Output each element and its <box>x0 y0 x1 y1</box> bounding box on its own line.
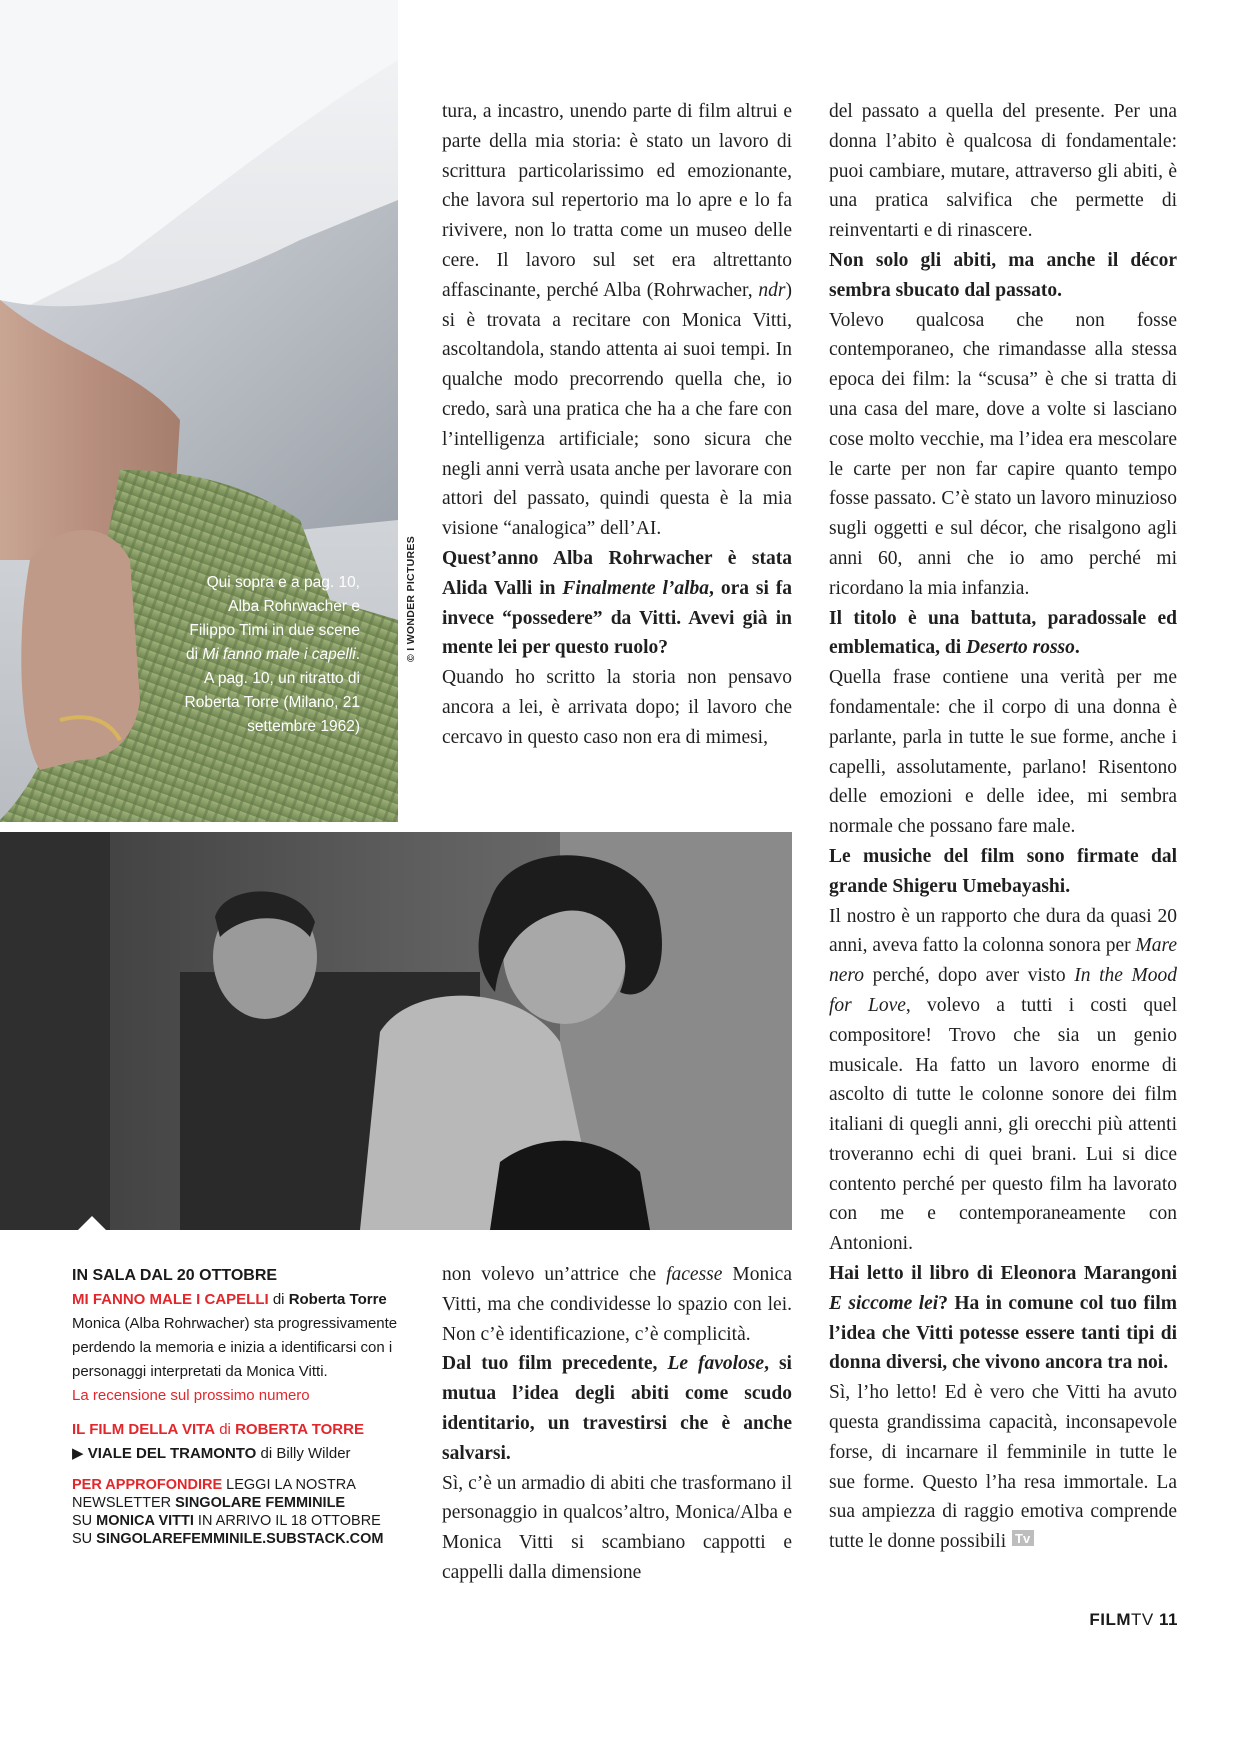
review-note: La recensione sul prossimo numero <box>72 1387 310 1404</box>
interview-question: Quest’anno Alba Rohrwacher è stata Alida Valli in Finalmente l’alba, ora si fa invece “possedere” da Vitti. Avevi già in mente lei per questo ruolo? <box>442 547 792 659</box>
interview-question: Hai letto il libro di Eleonora Marangoni E siccome lei? Ha in comune col tuo film l’idea che Vitti potesse essere tanti tipi di donna diversi, che vivono ancora tra noi. <box>829 1263 1177 1374</box>
interview-question: Non solo gli abiti, ma anche il décor sembra sbucato dal passato. <box>829 249 1177 301</box>
substack-link[interactable]: SINGOLAREFEMMINILE.SUBSTACK.COM <box>96 1531 384 1547</box>
svg-text:Tv: Tv <box>1015 1530 1031 1546</box>
photo-caption: Qui sopra e a pag. 10, Alba Rohrwacher e Filippo Timi in due scene di Mi fanno male i capelli. A pag. 10, un ritratto di Roberta Torre (Milano, 21 settembre 1962) <box>184 574 360 735</box>
film-info-box <box>72 1264 412 1548</box>
article-paragraph: Quando ho scritto la storia non pensavo ancora a lei, è arrivata dopo; il lavoro che cercavo in questo caso non era di mimesi, <box>442 667 792 748</box>
film-synopsis: Monica (Alba Rohrwacher) sta progressivamente perdendo la memoria e inizia a identificarsi con i personaggi interpretati da Monica Vitti. <box>72 1315 398 1380</box>
brand-film: FILM <box>1089 1610 1132 1629</box>
interview-question: Dal tuo film precedente, Le favolose, si mutua l’idea degli abiti come scudo identitario, un travestirsi che è anche salvarsi. <box>442 1353 792 1464</box>
bottom-photo <box>0 832 792 1230</box>
article-column-2 <box>442 97 792 753</box>
article-paragraph: Sì, l’ho letto! Ed è vero che Vitti ha avuto questa grandissima capacità, inconsapevole forse, di incarnare il femminile in tutte le sue forme. Questo l’ha resa immortale. La sua ampiezza di raggio emotiva comprende tutte le donne possibili Tv <box>829 1378 1177 1557</box>
arrow-right-icon: ▶ <box>72 1445 84 1462</box>
article-paragraph: tura, a incastro, unendo parte di film altrui e parte della mia storia: è stato un lavoro di scrittura particolarissimo ed emozionante, che lavora sul repertorio ma lo apre e lo fa rivivere, non lo tratta come un museo delle cere. Il lavoro sul set era altrettanto affascinante, perché Alba (Rohrwacher, ndr) si è trovata a recitare con Monica Vitti, ascoltandola, stando attenta ai suoi tempi. In qualche modo precorrendo quella che, io credo, sarà una pratica che ha a che fare con l’intelligenza artificiale; sono sicura che negli anni verrà usata anche per lavorare con attori del passato, quindi questa è la mia visione “analogica” dell’AI. <box>442 101 792 540</box>
brand-tv: TV <box>1131 1610 1154 1629</box>
article-column-3 <box>829 97 1177 1558</box>
film-title-line: MI FANNO MALE I CAPELLI di Roberta Torre <box>72 1291 387 1308</box>
deepen-block: PER APPROFONDIRE LEGGI LA NOSTRA NEWSLETTER SINGOLARE FEMMINILE SU MONICA VITTI IN ARRIVO IL 18 OTTOBRE SU SINGOLAREFEMMINILE.SUBSTACK.COM <box>72 1477 384 1547</box>
film-title: MI FANNO MALE I CAPELLI <box>72 1291 269 1308</box>
release-date: IN SALA DAL 20 OTTOBRE <box>72 1267 278 1284</box>
article-column-2-bottom <box>442 1260 792 1588</box>
photo-credit: © I WONDER PICTURES <box>405 535 417 662</box>
article-paragraph: non volevo un’attrice che facesse Monica Vitti, ma che condividesse lo spazio con lei. Non c’è identificazione, c’è complicità. <box>442 1264 792 1345</box>
interview-question: Le musiche del film sono firmate dal grande Shigeru Umebayashi. <box>829 845 1177 897</box>
article-paragraph: Quella frase contiene una verità per me fondamentale: che il corpo di una donna è parlante, parla in tutte le sue forme, anche i capelli, assolutamente, parlano! Risentono delle emozioni e delle idee, mi sembra normale che possano fare male. <box>829 667 1177 838</box>
article-paragraph: Il nostro è un rapporto che dura da quasi 20 anni, aveva fatto la colonna sonora per Mare nero perché, dopo aver visto In the Mood for Love, volevo a tutti i costi quel compositore! Trovo che sia un genio musicale. Ha fatto un lavoro enorme di ascolto di tutte le colonne sonore dei film italiani di quegli anni, gli orecchi più attenti troveranno echi di quei brani. Lui si dice contento perché per questo film ha lavorato con me e contemporaneamente con Antonioni. <box>829 905 1178 1255</box>
article-paragraph: Volevo qualcosa che non fosse contemporaneo, che rimandasse alla stessa epoca dei film: la “scusa” è che si tratta di una casa del mare, dove a volte si lasciano cose molto vecchie, ma l’idea era mescolare le carte per non far capire quanto tempo fosse passato. C’è stato un lavoro minuzioso sugli oggetti e sul décor, che risalgono agli anni 60, anni che io amo perché mi ricordano la mia infanzia. <box>829 309 1177 599</box>
page-number: 11 <box>1159 1610 1178 1629</box>
life-film-heading: IL FILM DELLA VITA di ROBERTA TORRE <box>72 1421 364 1438</box>
filmtv-end-mark-icon <box>1012 1528 1034 1558</box>
interview-question: Il titolo è una battuta, paradossale ed emblematica, di Deserto rosso. <box>829 607 1177 659</box>
article-paragraph: Sì, c’è un armadio di abiti che trasformano il personaggio in qualcos’altro, Monica/Alba e Monica Vitti si scambiano cappotti e cappelli dalla dimensione <box>442 1472 792 1583</box>
film-director: Roberta Torre <box>288 1291 387 1308</box>
article-paragraph: del passato a quella del presente. Per una donna l’abito è qualcosa di fondamentale: puoi cambiare, mutare, attraverso gli abiti, è una pratica salvifica che permette di reinventarti e di rinascere. <box>829 101 1177 242</box>
page-footer <box>1089 1610 1178 1630</box>
life-film-line: ▶ VIALE DEL TRAMONTO di Billy Wilder <box>72 1445 351 1462</box>
